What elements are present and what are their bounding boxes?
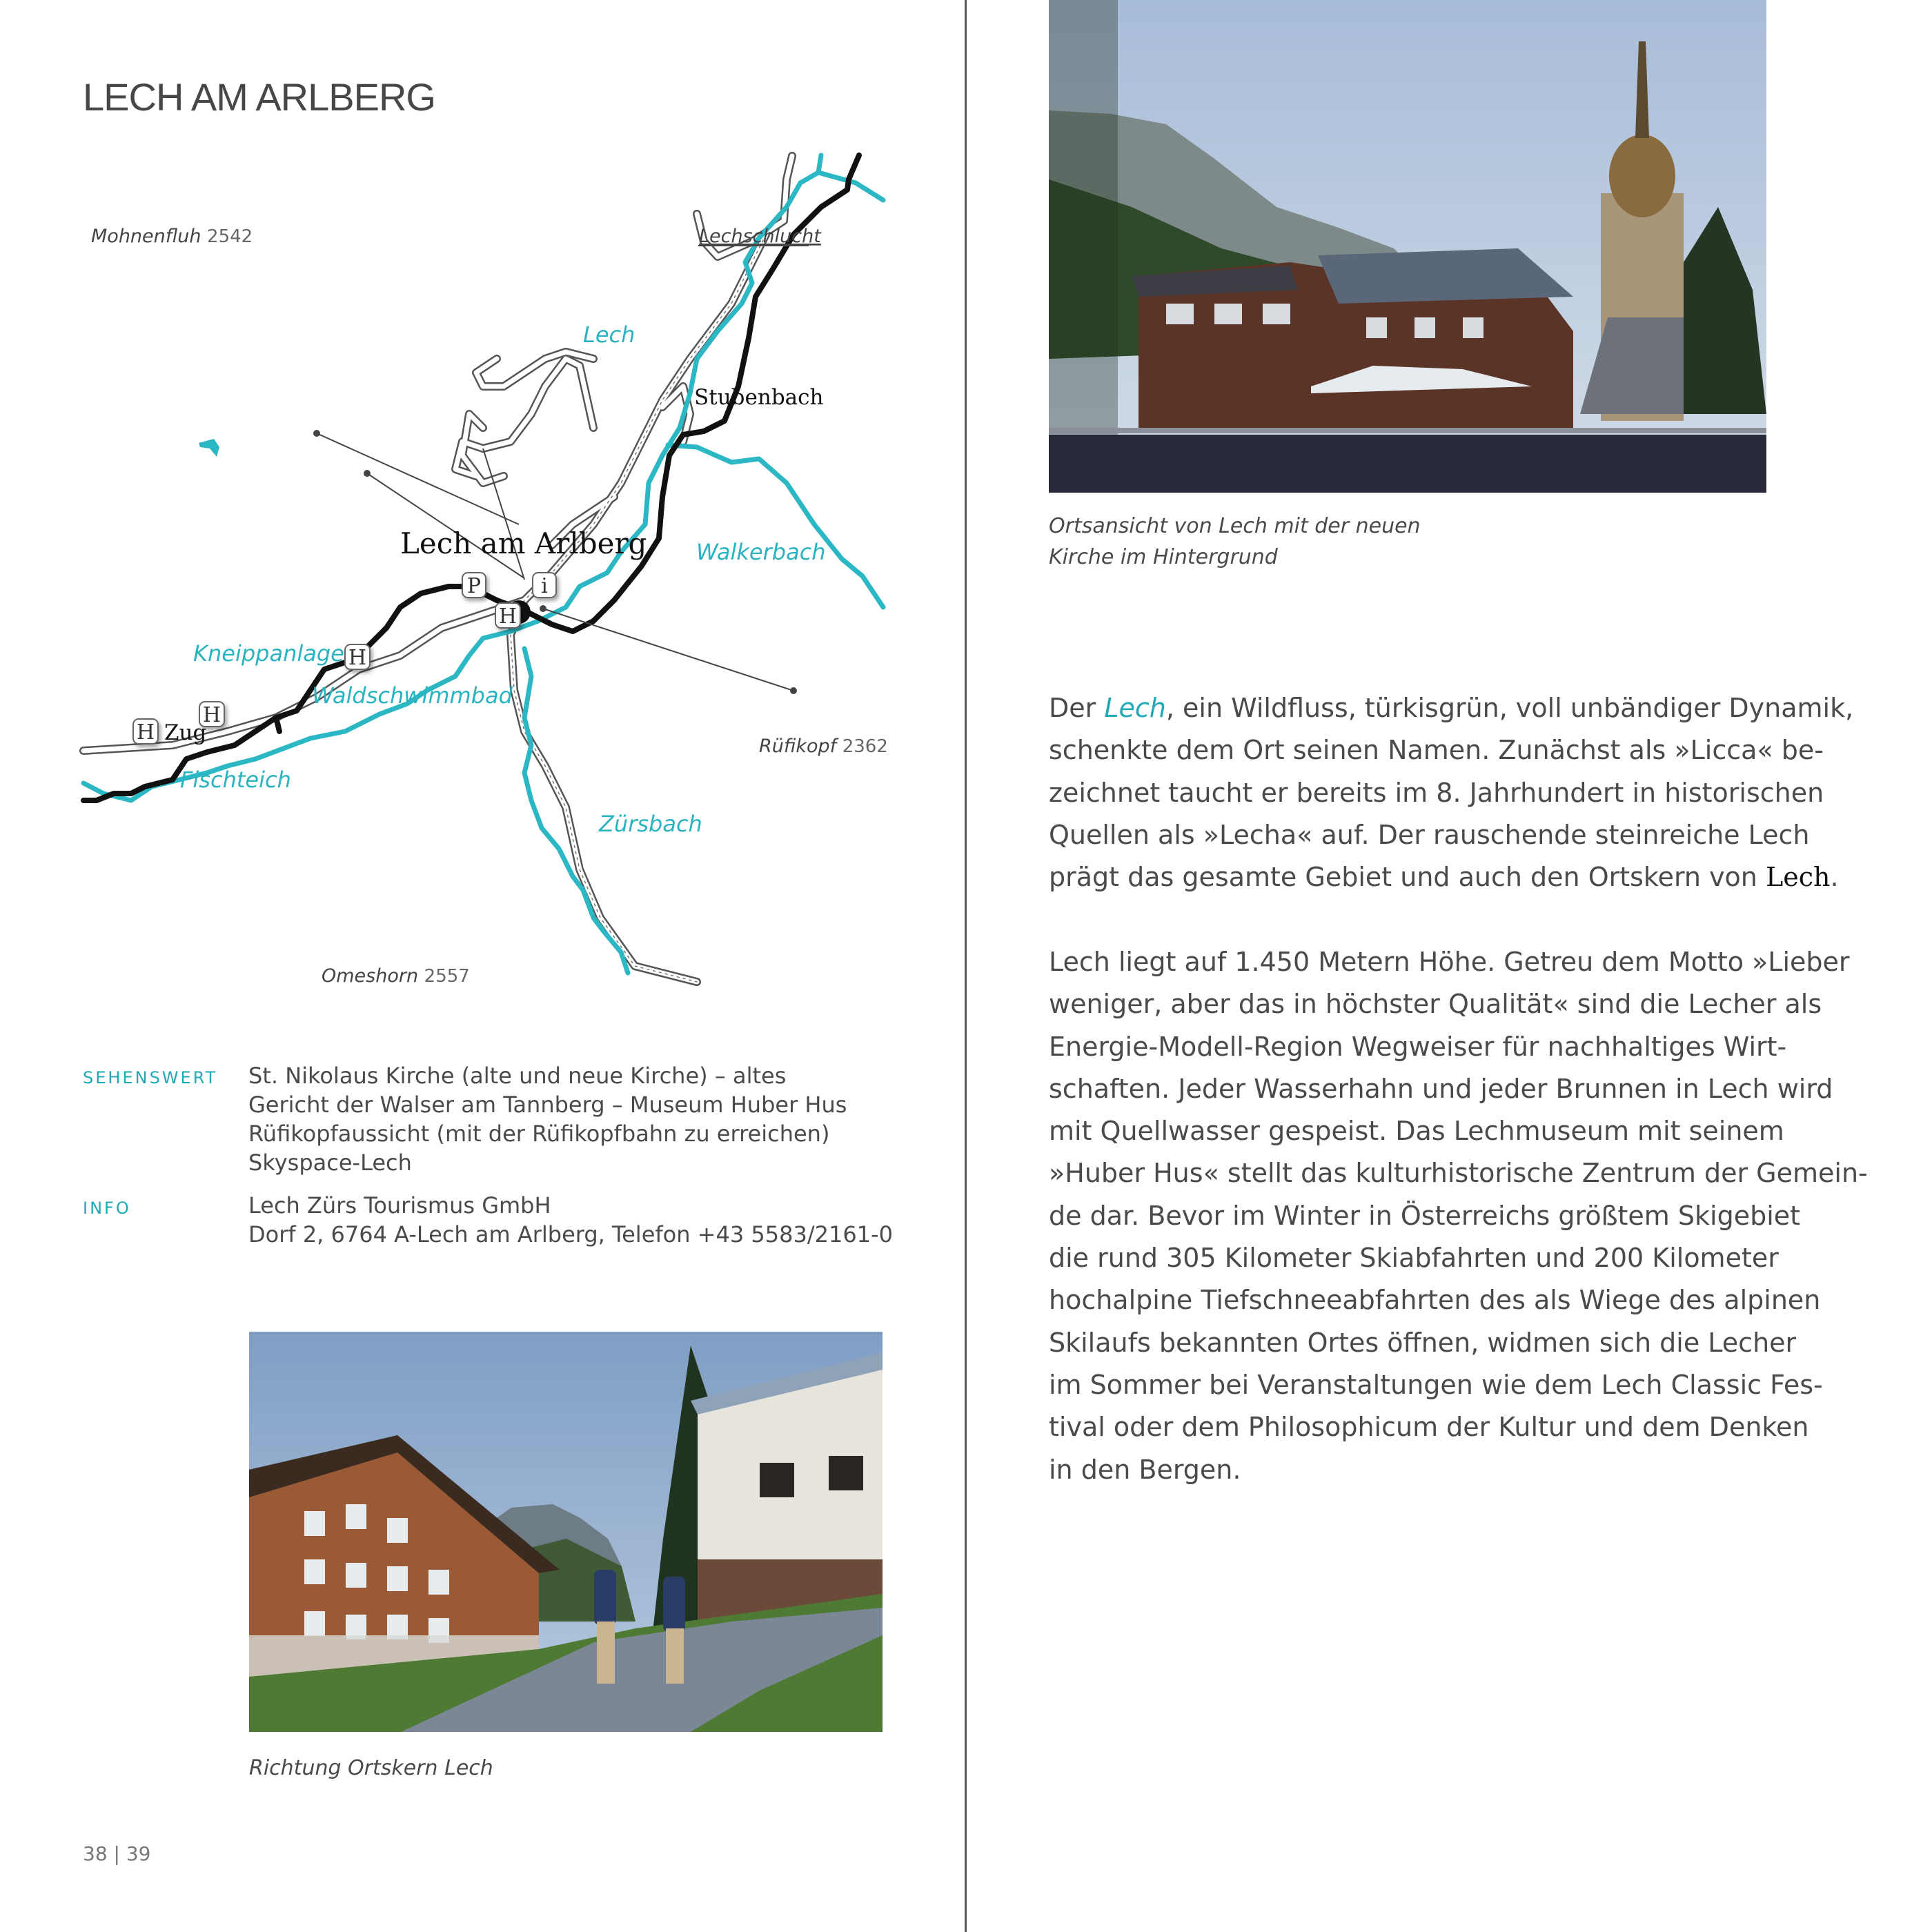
peak-label-omeshorn: Omeshorn 2557 (322, 965, 470, 987)
info-line: Lech Zürs Tourismus GmbH (248, 1192, 551, 1219)
info-line: Dorf 2, 6764 A-Lech am Arlberg, Telefon +43 5583/2161-0 (248, 1221, 893, 1248)
road-network (83, 156, 792, 982)
article-line: prägt das gesamte Gebiet und auch den Ortskern von Lech. (1049, 862, 1839, 893)
lake-shape (199, 439, 219, 457)
sehenswert-list (248, 1061, 847, 1177)
river-label-zuersbach: Zürsbach (599, 811, 702, 837)
article-line: Lech liegt auf 1.450 Metern Höhe. Getreu dem Motto »Lieber (1049, 947, 1850, 977)
article-line: hochalpine Tiefschneeabfahrten des als Wiege des alpinen (1049, 1285, 1821, 1316)
article-line: zeichnet taucht er bereits im 8. Jahrhundert in historischen (1049, 777, 1824, 808)
place-label-stubenbach: Stubenbach (694, 385, 824, 410)
sehenswert-line: Skyspace-Lech (248, 1150, 412, 1176)
article-line: Skilaufs bekannten Ortes öffnen, widmen sich die Lecher (1049, 1327, 1797, 1358)
poi-label-kneippanlage: Kneippanlage (193, 640, 344, 667)
sehenswert-label: SEHENSWERT (83, 1068, 218, 1087)
sehenswert-line: Gericht der Walser am Tannberg – Museum Huber Hus (248, 1092, 847, 1118)
place-label-lech-am-arlberg: Lech am Arlberg (400, 526, 647, 560)
river-label-lech: Lech (583, 322, 635, 348)
article-line: Energie-Modell-Region Wegweiser für nachhaltiges Wirt- (1049, 1031, 1787, 1062)
article-line: mit Quellwasser gespeist. Das Lechmuseum mit seinem (1049, 1116, 1784, 1147)
info-contact (248, 1191, 893, 1249)
article-line: Der Lech, ein Wildfluss, türkisgrün, voll unbändiger Dynamik, (1049, 693, 1854, 723)
photo-richtung-ortskern (249, 1332, 883, 1732)
article-line: schenkte dem Ort seinen Namen. Zunächst als »Licca« be- (1049, 735, 1824, 766)
article-line: Quellen als »Lecha« auf. Der rauschende steinreiche Lech (1049, 819, 1810, 850)
article-line: in den Bergen. (1049, 1454, 1241, 1485)
lech-place-name: Lech (1765, 862, 1831, 893)
river-label-walkerbach: Walkerbach (696, 539, 826, 565)
svg-text:H: H (348, 646, 367, 670)
svg-text:H: H (136, 720, 155, 745)
sehenswert-line: Rüfikopfaussicht (mit der Rüfikopfbahn zu erreichen) (248, 1121, 830, 1147)
caption-top-photo (1049, 511, 1421, 573)
info-icon (533, 573, 556, 598)
article-line: weniger, aber das in höchster Qualität« sind die Lecher als (1049, 989, 1822, 1020)
photo-ortsansicht-lech (1049, 0, 1766, 493)
peak-label-ruefikopf: Rüfikopf 2362 (759, 736, 888, 757)
article-paragraph-1 (1049, 687, 1853, 898)
info-label: INFO (83, 1199, 131, 1218)
sehenswert-line: St. Nikolaus Kirche (alte und neue Kirche) – altes (248, 1063, 787, 1089)
svg-text:i: i (541, 574, 548, 598)
poi-label-waldschwimmbad: Waldschwimmbad (312, 682, 513, 709)
parking-icon (462, 573, 486, 598)
article-line: die rund 305 Kilometer Skiabfahrten und 200 Kilometer (1049, 1243, 1779, 1274)
peak-label-mohnenfluh: Mohnenfluh 2542 (91, 226, 253, 247)
page-numbers: 38 | 39 (83, 1842, 151, 1865)
caption-bottom-photo: Richtung Ortskern Lech (249, 1756, 493, 1780)
place-label-lechschlucht: Lechschlucht (699, 226, 821, 247)
caption-line: Kirche im Hintergrund (1049, 545, 1278, 569)
poi-label-fischteich: Fischteich (180, 767, 291, 793)
river-walkerbach (668, 445, 883, 607)
caption-line: Ortsansicht von Lech mit der neuen (1049, 514, 1421, 538)
article-line: im Sommer bei Veranstaltungen wie dem Lech Classic Fes- (1049, 1369, 1823, 1400)
bus-stop-icon (133, 719, 158, 745)
svg-text:H: H (202, 703, 221, 727)
article-line: schaften. Jeder Wasserhahn und jeder Brunnen in Lech wird (1049, 1073, 1833, 1104)
bus-stop-icon (345, 644, 370, 670)
place-label-zug: Zug (164, 720, 207, 745)
article-line: »Huber Hus« stellt das kulturhistorische Zentrum der Gemein- (1049, 1158, 1868, 1189)
svg-text:H: H (498, 604, 518, 629)
bus-stop-icon (495, 603, 520, 629)
article-paragraph-2 (1049, 941, 1868, 1491)
page-title: LECH AM ARLBERG (83, 75, 435, 119)
svg-text:P: P (466, 574, 482, 598)
lech-river-link[interactable]: Lech (1104, 693, 1166, 723)
article-line: tival oder dem Philosophicum der Kultur und dem Denken (1049, 1412, 1809, 1443)
article-line: de dar. Bevor im Winter in Österreichs größtem Skigebiet (1049, 1200, 1801, 1231)
